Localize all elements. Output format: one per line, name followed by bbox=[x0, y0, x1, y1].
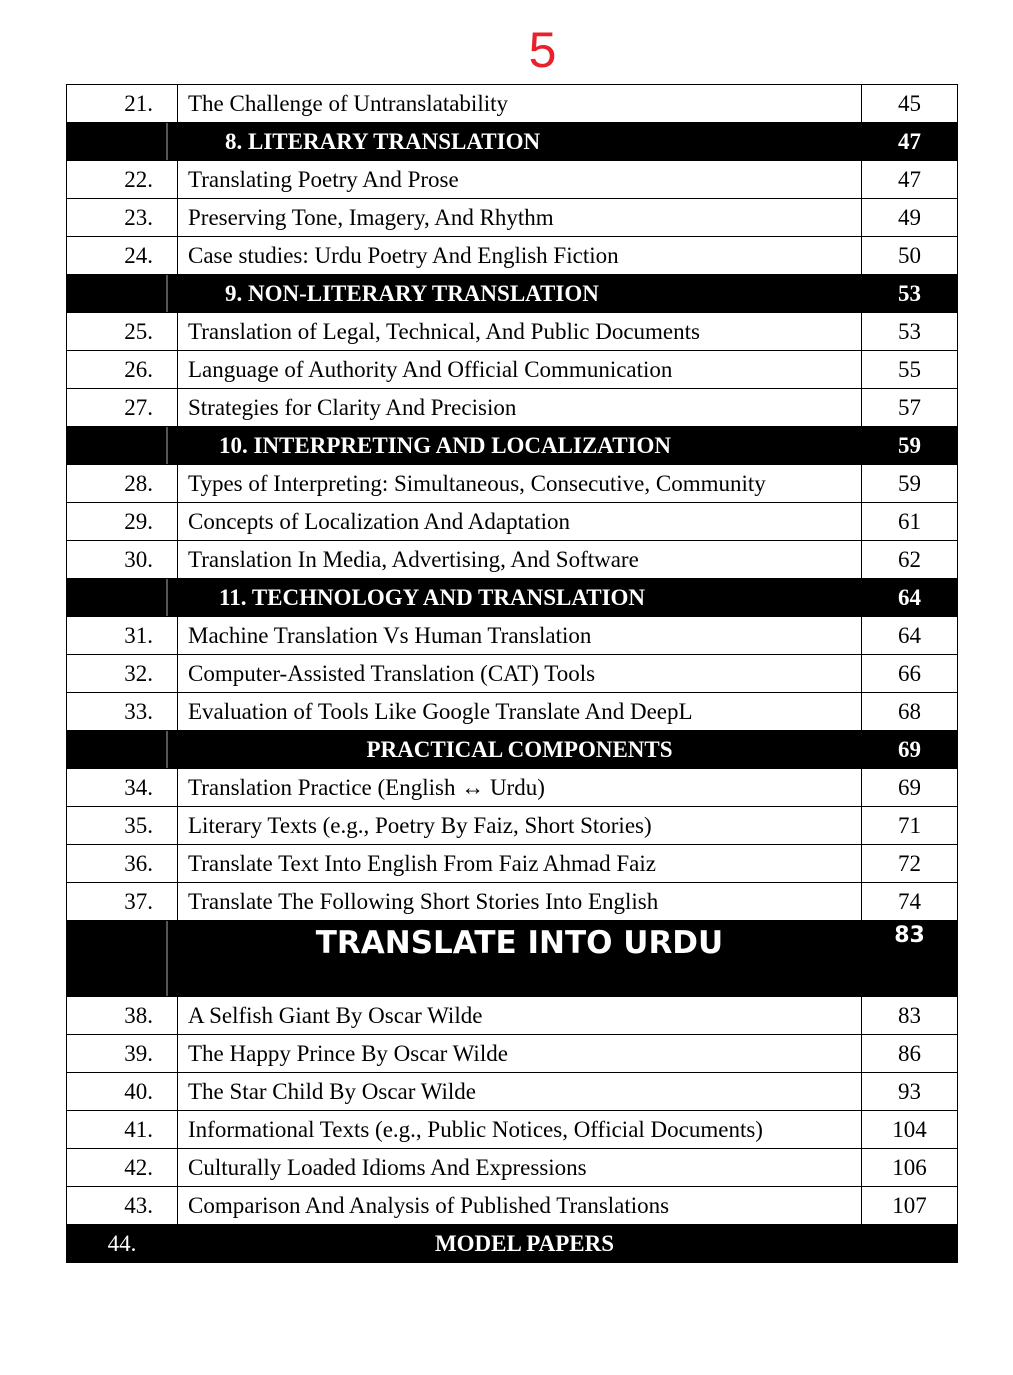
toc-row bbox=[67, 465, 958, 503]
toc-page-number: 53 bbox=[862, 275, 958, 313]
section-title: 9. NON-LITERARY TRANSLATION bbox=[225, 280, 599, 306]
toc-page-number: 47 bbox=[862, 123, 958, 161]
toc-page-number: 104 bbox=[862, 1111, 958, 1149]
toc-section-header bbox=[67, 275, 958, 313]
toc-number: 30. bbox=[67, 541, 178, 579]
toc-page-number: 107 bbox=[862, 1187, 958, 1225]
toc-page-number: 71 bbox=[862, 807, 958, 845]
toc-number bbox=[67, 427, 178, 465]
toc-page-number: 49 bbox=[862, 199, 958, 237]
toc-page-number: 69 bbox=[862, 769, 958, 807]
toc-number: 26. bbox=[67, 351, 178, 389]
toc-number: 41. bbox=[67, 1111, 178, 1149]
section-title-cell bbox=[178, 427, 862, 465]
page-number: 5 bbox=[528, 22, 557, 78]
toc-page-number: 106 bbox=[862, 1149, 958, 1187]
toc-title: Strategies for Clarity And Precision bbox=[178, 389, 862, 427]
toc-title: The Happy Prince By Oscar Wilde bbox=[178, 1035, 862, 1073]
toc-number: 36. bbox=[67, 845, 178, 883]
section-title: 11. TECHNOLOGY AND TRANSLATION bbox=[219, 584, 646, 610]
toc-title: Translation Practice (English ↔ Urdu) bbox=[178, 769, 862, 807]
toc-number: 21. bbox=[67, 85, 178, 123]
toc-row bbox=[67, 161, 958, 199]
toc-page-number: 45 bbox=[862, 85, 958, 123]
toc-title: Translate The Following Short Stories Into English bbox=[178, 883, 862, 921]
toc-title: MODEL PAPERS bbox=[178, 1225, 862, 1263]
toc-number: 37. bbox=[67, 883, 178, 921]
section-title-cell bbox=[178, 579, 862, 617]
toc-number: 24. bbox=[67, 237, 178, 275]
toc-page-number: 47 bbox=[862, 161, 958, 199]
section-title: 8. LITERARY TRANSLATION bbox=[225, 128, 541, 154]
toc-title: Translating Poetry And Prose bbox=[178, 161, 862, 199]
toc-number: 28. bbox=[67, 465, 178, 503]
toc-number bbox=[67, 123, 178, 161]
section-title: PRACTICAL COMPONENTS bbox=[366, 736, 673, 762]
toc-page-number: 68 bbox=[862, 693, 958, 731]
toc-row bbox=[67, 503, 958, 541]
toc-number: 22. bbox=[67, 161, 178, 199]
toc-number: 44. bbox=[67, 1225, 178, 1263]
toc-title: Translation of Legal, Technical, And Public Documents bbox=[178, 313, 862, 351]
toc-title: Literary Texts (e.g., Poetry By Faiz, Short Stories) bbox=[178, 807, 862, 845]
toc-row bbox=[67, 883, 958, 921]
toc-number: 40. bbox=[67, 1073, 178, 1111]
section-title-cell bbox=[178, 275, 862, 313]
toc-row bbox=[67, 237, 958, 275]
toc-row bbox=[67, 769, 958, 807]
toc-page-number bbox=[862, 1225, 958, 1263]
toc-number: 25. bbox=[67, 313, 178, 351]
toc-title: Evaluation of Tools Like Google Translate And DeepL bbox=[178, 693, 862, 731]
section-title-cell bbox=[178, 731, 862, 769]
toc-title: The Challenge of Untranslatability bbox=[178, 85, 862, 123]
toc-row bbox=[67, 617, 958, 655]
toc-title: Translation In Media, Advertising, And Software bbox=[178, 541, 862, 579]
toc-title: Informational Texts (e.g., Public Notices, Official Documents) bbox=[178, 1111, 862, 1149]
toc-page-number: 83 bbox=[862, 921, 958, 997]
toc-number: 42. bbox=[67, 1149, 178, 1187]
toc-title: Translate Text Into English From Faiz Ahmad Faiz bbox=[178, 845, 862, 883]
toc-page-number: 59 bbox=[862, 465, 958, 503]
toc-row bbox=[67, 313, 958, 351]
toc-section-header bbox=[67, 579, 958, 617]
toc-page-number: 72 bbox=[862, 845, 958, 883]
toc-page-number: 61 bbox=[862, 503, 958, 541]
toc-page-number: 50 bbox=[862, 237, 958, 275]
toc-title: Language of Authority And Official Communication bbox=[178, 351, 862, 389]
toc-page-number: 83 bbox=[862, 997, 958, 1035]
toc-number: 43. bbox=[67, 1187, 178, 1225]
toc-row bbox=[67, 199, 958, 237]
toc-number bbox=[67, 921, 178, 997]
toc-section-header bbox=[67, 123, 958, 161]
toc-page-number: 62 bbox=[862, 541, 958, 579]
toc-body bbox=[67, 85, 958, 1263]
toc-title: Machine Translation Vs Human Translation bbox=[178, 617, 862, 655]
toc-number bbox=[67, 731, 178, 769]
toc-number: 34. bbox=[67, 769, 178, 807]
toc-number: 39. bbox=[67, 1035, 178, 1073]
toc-number: 38. bbox=[67, 997, 178, 1035]
section-title: TRANSLATE INTO URDU bbox=[178, 921, 862, 997]
toc-number: 23. bbox=[67, 199, 178, 237]
table-of-contents bbox=[66, 84, 958, 1263]
toc-number bbox=[67, 275, 178, 313]
toc-number: 32. bbox=[67, 655, 178, 693]
toc-row bbox=[67, 541, 958, 579]
toc-number: 35. bbox=[67, 807, 178, 845]
toc-row bbox=[67, 1149, 958, 1187]
toc-number bbox=[67, 579, 178, 617]
toc-row bbox=[67, 1035, 958, 1073]
toc-row bbox=[67, 655, 958, 693]
toc-page-number: 74 bbox=[862, 883, 958, 921]
toc-section-header bbox=[67, 427, 958, 465]
toc-title: Computer-Assisted Translation (CAT) Tools bbox=[178, 655, 862, 693]
toc-title: Case studies: Urdu Poetry And English Fiction bbox=[178, 237, 862, 275]
toc-page-number: 64 bbox=[862, 579, 958, 617]
toc-number: 33. bbox=[67, 693, 178, 731]
toc-section-header-large bbox=[67, 921, 958, 997]
toc-page-number: 53 bbox=[862, 313, 958, 351]
toc-section-header bbox=[67, 731, 958, 769]
toc-title: Comparison And Analysis of Published Translations bbox=[178, 1187, 862, 1225]
toc-page-number: 69 bbox=[862, 731, 958, 769]
section-title: 10. INTERPRETING AND LOCALIZATION bbox=[219, 432, 671, 458]
section-title-cell bbox=[178, 123, 862, 161]
toc-row bbox=[67, 1111, 958, 1149]
toc-page-number: 59 bbox=[862, 427, 958, 465]
toc-page-number: 66 bbox=[862, 655, 958, 693]
toc-row bbox=[67, 1073, 958, 1111]
toc-number: 27. bbox=[67, 389, 178, 427]
toc-row bbox=[67, 389, 958, 427]
toc-title: A Selfish Giant By Oscar Wilde bbox=[178, 997, 862, 1035]
toc-row bbox=[67, 85, 958, 123]
toc-title: Culturally Loaded Idioms And Expressions bbox=[178, 1149, 862, 1187]
toc-page-number: 64 bbox=[862, 617, 958, 655]
toc-title: Concepts of Localization And Adaptation bbox=[178, 503, 862, 541]
toc-row bbox=[67, 845, 958, 883]
toc-number: 29. bbox=[67, 503, 178, 541]
toc-row bbox=[67, 693, 958, 731]
toc-title: The Star Child By Oscar Wilde bbox=[178, 1073, 862, 1111]
toc-number: 31. bbox=[67, 617, 178, 655]
toc-page-number: 55 bbox=[862, 351, 958, 389]
toc-row bbox=[67, 1187, 958, 1225]
toc-page-number: 57 bbox=[862, 389, 958, 427]
toc-page-number: 93 bbox=[862, 1073, 958, 1111]
toc-row-model-papers bbox=[67, 1225, 958, 1263]
toc-title: Types of Interpreting: Simultaneous, Consecutive, Community bbox=[178, 465, 862, 503]
toc-page-number: 86 bbox=[862, 1035, 958, 1073]
toc-row bbox=[67, 997, 958, 1035]
toc-title: Preserving Tone, Imagery, And Rhythm bbox=[178, 199, 862, 237]
toc-row bbox=[67, 807, 958, 845]
toc-row bbox=[67, 351, 958, 389]
